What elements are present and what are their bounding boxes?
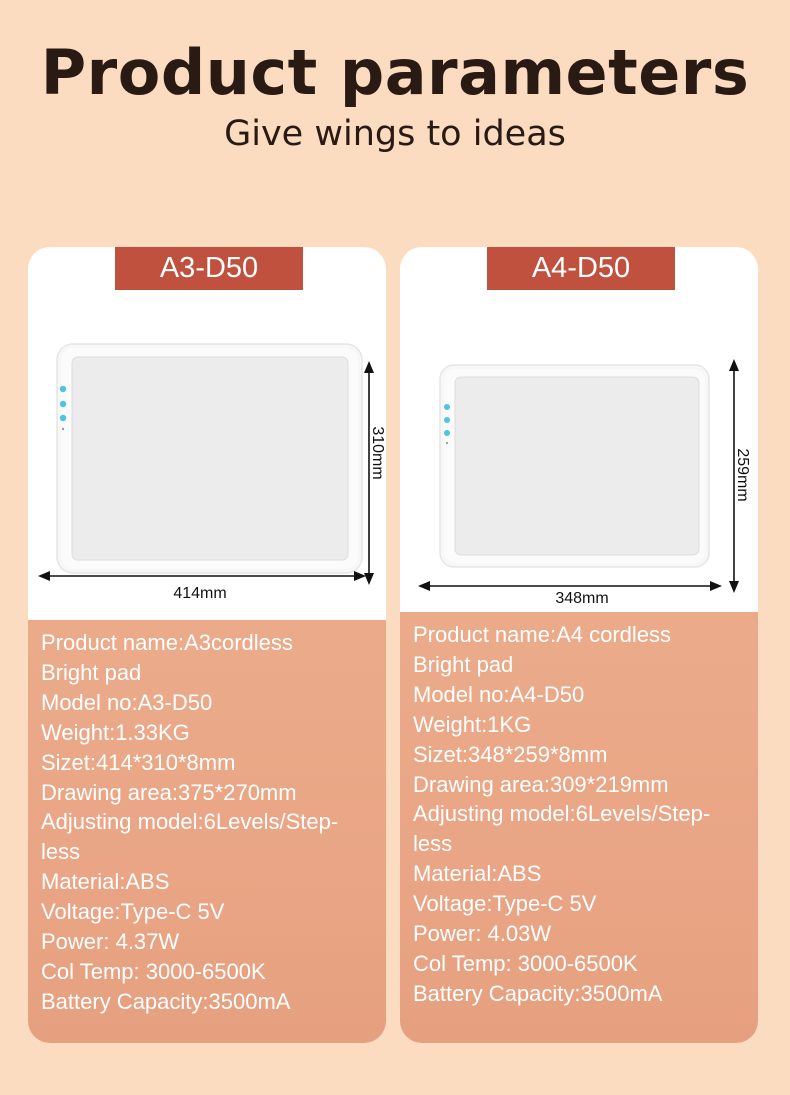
arrow-up-icon [729, 359, 739, 371]
spec-line: Product name:A4 cordless [413, 622, 672, 647]
arrow-left-icon [38, 571, 50, 581]
light-pad-illustration [28, 247, 386, 622]
spec-line: Adjusting model:6Levels/Step- [413, 801, 711, 827]
spec-line: Product name:A3cordless [41, 630, 293, 655]
spec-line: Col Temp: 3000-6500K [41, 958, 266, 984]
spec-line: Battery Capacity:3500mA [413, 980, 663, 1006]
spec-line: Voltage:Type-C 5V [413, 891, 597, 917]
led-icon [60, 386, 66, 392]
spec-line: Weight:1KG [413, 711, 532, 737]
led-icon [444, 417, 450, 423]
page-subtitle: Give wings to ideas [224, 114, 566, 154]
product-card-a3 [28, 247, 386, 1043]
spec-line: Voltage:Type-C 5V [41, 899, 225, 925]
light-pad-illustration [400, 247, 758, 622]
spec-line: Drawing area:375*270mm [41, 779, 297, 805]
spec-list [28, 620, 386, 1043]
led-icon [444, 404, 450, 410]
led-icon [60, 401, 66, 407]
spec-line: Power: 4.37W [41, 929, 180, 955]
spec-line: Bright pad [41, 659, 142, 685]
spec-line: Model no:A4-D50 [413, 681, 585, 707]
width-label: 414mm [173, 585, 227, 602]
arrow-right-icon [354, 571, 366, 581]
spec-line: Battery Capacity:3500mA [41, 988, 291, 1014]
led-icon [444, 430, 450, 436]
product-card-a4 [400, 247, 758, 1043]
model-badge: A3-D50 [115, 247, 303, 290]
spec-line: Col Temp: 3000-6500K [413, 950, 638, 976]
spec-line: Weight:1.33KG [41, 719, 190, 745]
spec-line: Adjusting model:6Levels/Step- [41, 809, 339, 835]
arrow-down-icon [364, 573, 374, 585]
spec-line: Material:ABS [41, 869, 170, 895]
height-label: 259mm [734, 448, 751, 502]
spec-line: less [41, 839, 81, 865]
spec-line: Sizet:414*310*8mm [41, 749, 236, 775]
arrow-up-icon [364, 361, 374, 373]
arrow-left-icon [418, 581, 430, 591]
page-title: Product parameters [40, 36, 750, 109]
spec-line: Sizet:348*259*8mm [413, 741, 608, 767]
led-icon [60, 415, 66, 421]
spec-line: less [413, 831, 453, 857]
spec-line: Bright pad [413, 651, 514, 677]
spec-line: Drawing area:309*219mm [413, 771, 669, 797]
model-badge: A4-D50 [487, 247, 675, 290]
spec-line: Power: 4.03W [413, 921, 552, 947]
arrow-right-icon [710, 581, 722, 591]
spec-line: Model no:A3-D50 [41, 689, 213, 715]
width-label: 348mm [555, 590, 609, 607]
spec-list [400, 612, 758, 1043]
arrow-down-icon [729, 581, 739, 593]
spec-line: Material:ABS [413, 861, 542, 887]
height-label: 310mm [369, 426, 386, 480]
